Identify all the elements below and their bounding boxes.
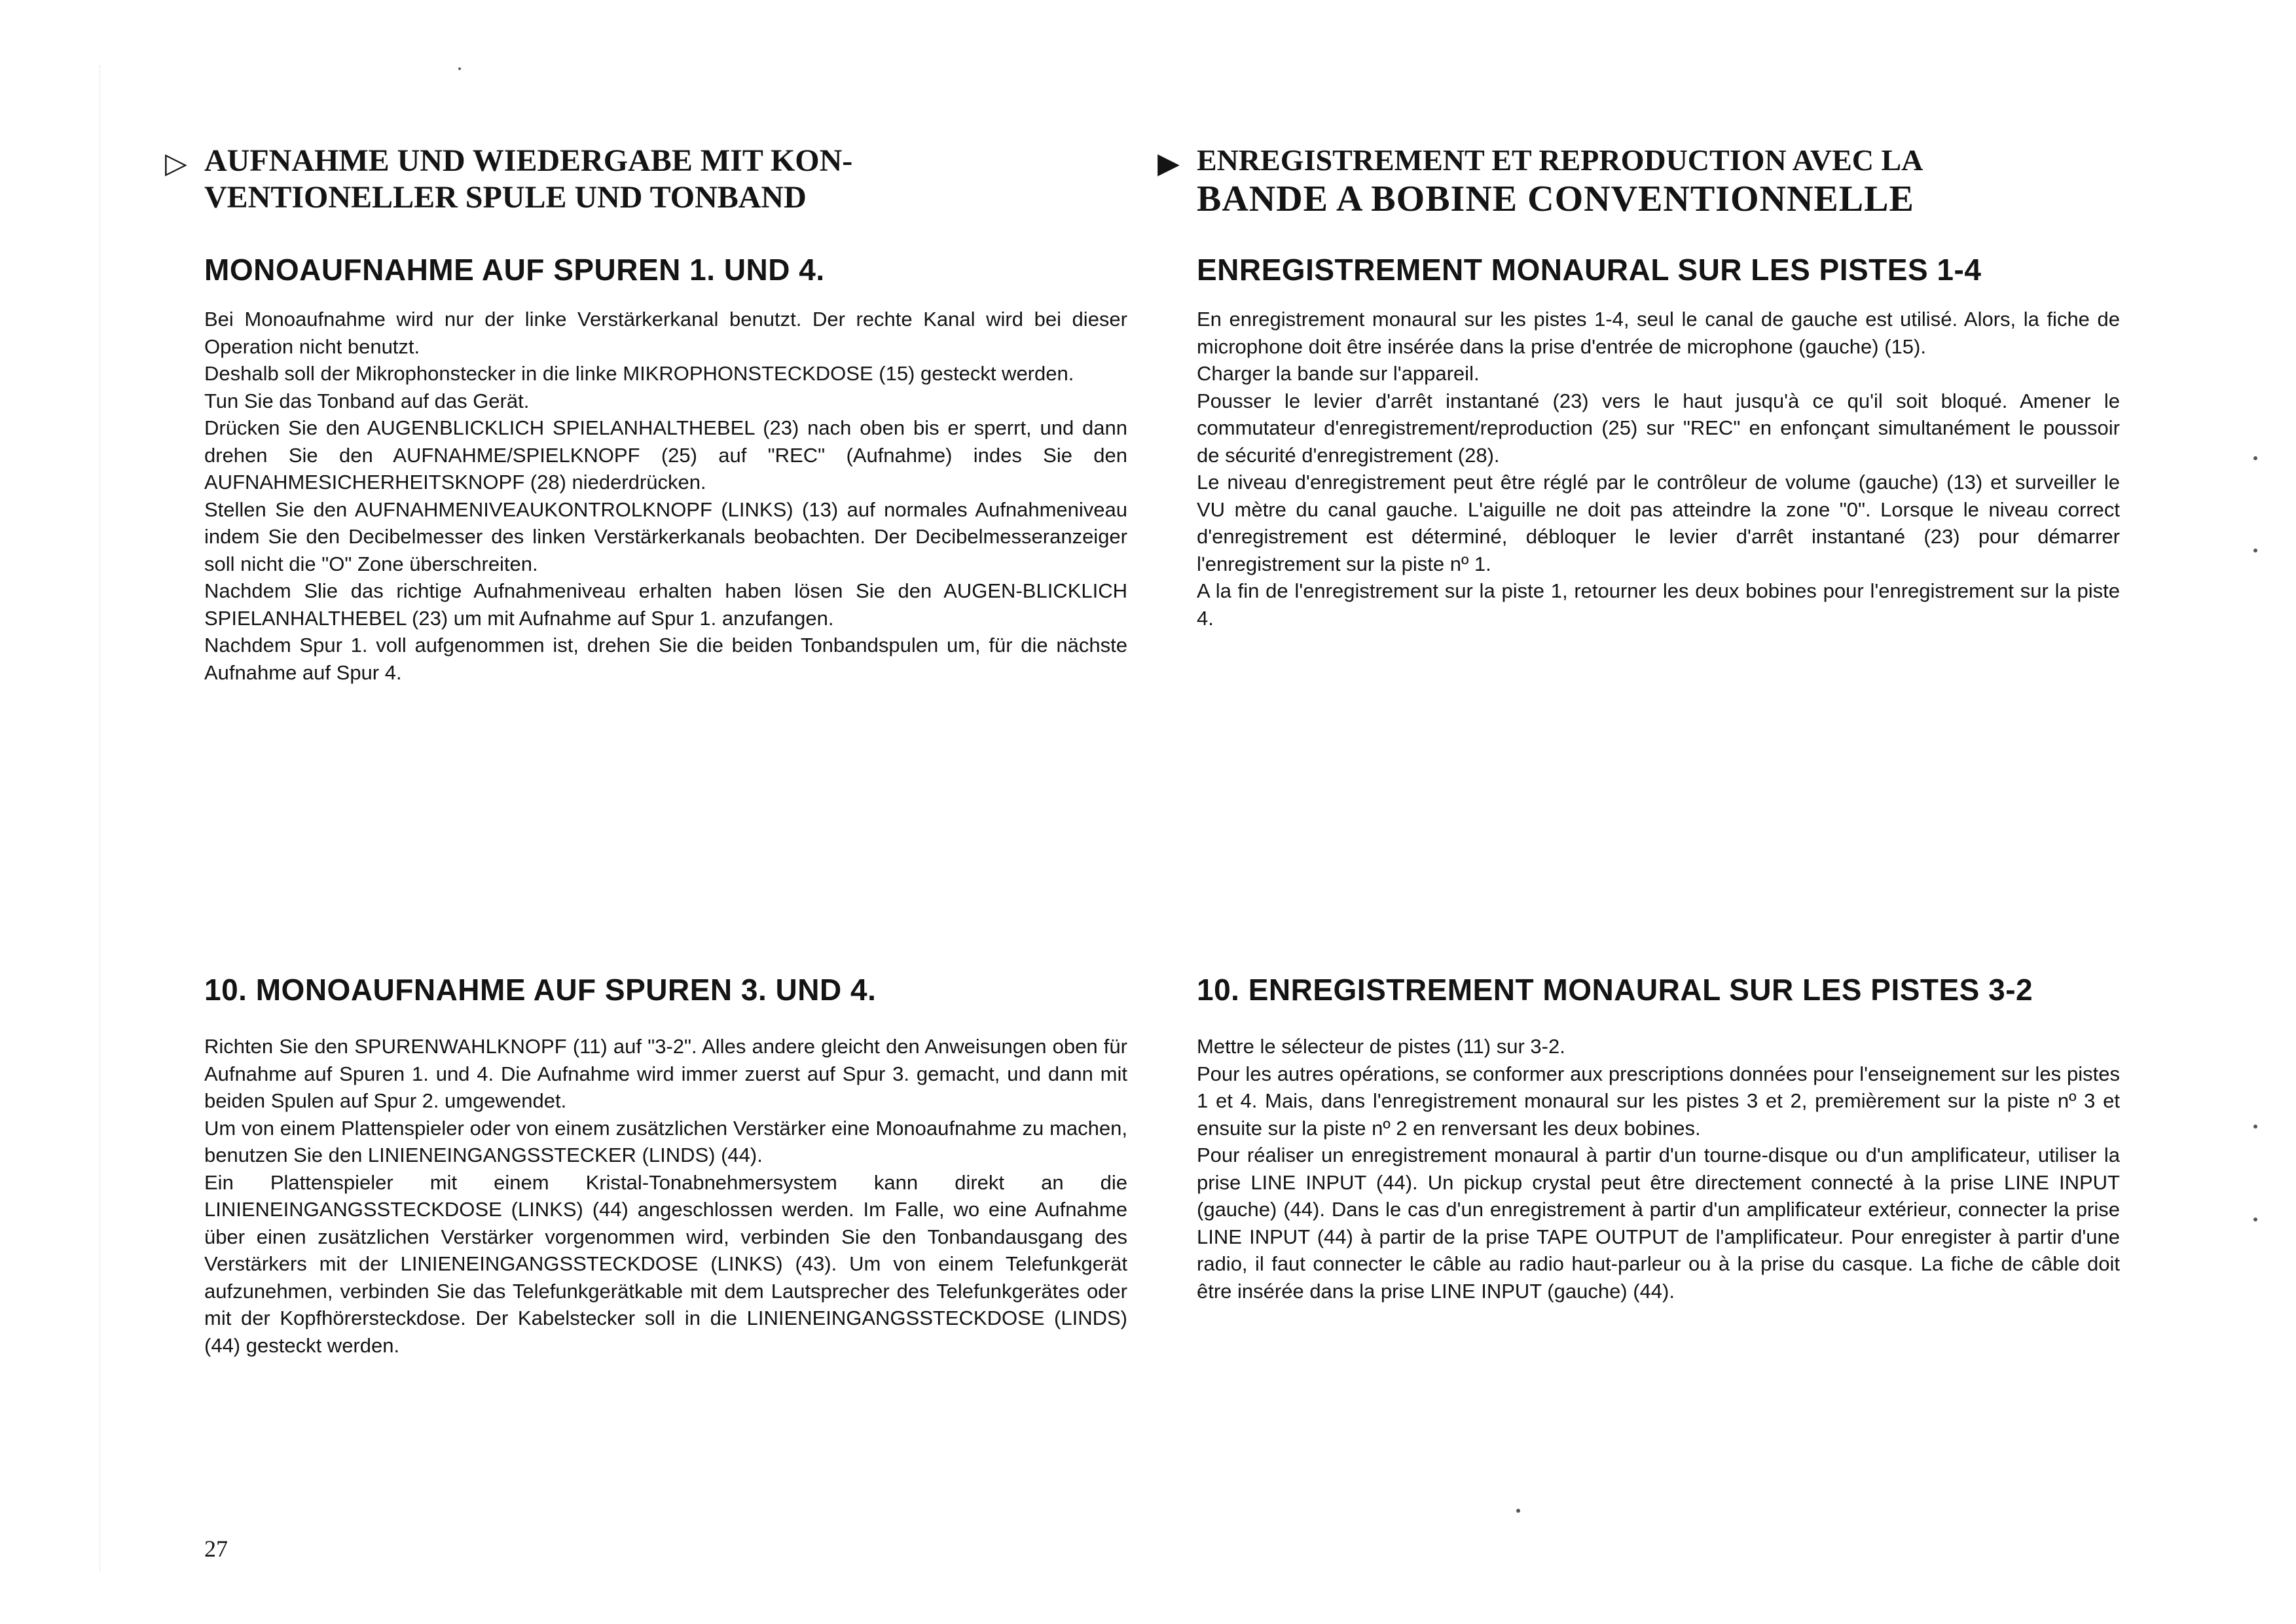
- scan-speck: [458, 67, 461, 70]
- scan-speck: [2253, 549, 2257, 552]
- french-section1-paragraph: En enregistrement monaural sur les pistes 1-4, seul le canal de gauche est utilisé. Alors, la fiche de microphone doit être insérée dans la prise d'entrée de microphone (gauche) (15).: [1197, 308, 2120, 358]
- french-chapter-marker-icon: ▶: [1157, 147, 1180, 180]
- french-section2-heading: 10. ENREGISTREMENT MONAURAL SUR LES PISTES 3-2: [1197, 973, 2033, 1007]
- german-section1-heading: MONOAUFNAHME AUF SPUREN 1. UND 4.: [204, 253, 825, 287]
- german-section1-paragraph: Nachdem Slie das richtige Aufnahmeniveau erhalten haben lösen Sie den AUGEN-BLICKLICH SPIELANHALTHEBEL (23) um mit Aufnahme auf Spur 1. anzufangen.: [204, 579, 1127, 630]
- german-section1-paragraph: Stellen Sie den AUFNAHMENIVEAUKONTROLKNOPF (LINKS) (13) auf normales Aufnahmeniveau indem Sie den Decibelmesser des linken Verstärkerkanals beobachten. Der Decibelmesseranzeiger soll nicht die "O" Zone überschreiten.: [204, 497, 1127, 575]
- french-section1-body: [1197, 306, 2120, 632]
- french-chapter-title: [1157, 143, 2120, 219]
- german-chapter-line-1: AUFNAHME UND WIEDERGABE MIT KON-: [204, 143, 853, 178]
- scan-speck: [1516, 1509, 1520, 1513]
- german-chapter-marker-icon: ▷: [165, 147, 187, 180]
- french-chapter-line-2: BANDE A BOBINE CONVENTIONNELLE: [1197, 179, 1914, 219]
- german-section1-paragraph: Nachdem Spur 1. voll aufgenommen ist, drehen Sie die beiden Tonbandspulen um, für die nächste Aufnahme auf Spur 4.: [204, 634, 1127, 684]
- german-chapter-line-2: VENTIONELLER SPULE UND TONBAND: [204, 180, 807, 215]
- french-section1-paragraph: A la fin de l'enregistrement sur la piste 1, retourner les deux bobines pour l'enregistrement sur la piste 4.: [1197, 579, 2120, 630]
- german-section2-heading: 10. MONOAUFNAHME AUF SPUREN 3. UND 4.: [204, 973, 877, 1007]
- scan-speck: [2253, 456, 2257, 460]
- french-section1-paragraph: Charger la bande sur l'appareil.: [1197, 362, 1480, 385]
- german-section2-body: [204, 1033, 1127, 1359]
- german-section2-paragraph: Richten Sie den SPURENWAHLKNOPF (11) auf "3-2". Alles andere gleicht den Anweisungen oben für Aufnahme auf Spuren 1. und 4. Die Aufnahme wird immer zuerst auf Spur 3. gemacht, und dann mit beiden Spulen auf Spur 2. umgewendet.: [204, 1035, 1127, 1112]
- scan-speck: [2253, 1218, 2257, 1221]
- page-number: 27: [204, 1536, 228, 1562]
- german-section1-paragraph: Tun Sie das Tonband auf das Gerät.: [204, 389, 530, 412]
- french-section1-heading: ENREGISTREMENT MONAURAL SUR LES PISTES 1-4: [1197, 253, 1982, 287]
- german-section2-paragraph: Ein Plattenspieler mit einem Kristal-Tonabnehmersystem kann direkt an die LINIENEINGANGSSTECKDOSE (LINKS) (44) angeschlossen werden. Im Falle, wo eine Aufnahme über einen zusätzlichen Verstärker vorgenommen wird, verbinden Sie den Tonbandausgang des Verstärkers mit der LINIENEINGANGSSTECKDOSE (LINKS) (43). Um von einem Telefunkgerät aufzunehmen, verbinden Sie das Telefunkgerätkable mit dem Lautsprecher des Telefunkgerätes oder mit der Kopfhörersteckdose. Der Kabelstecker soll in die LINIENEINGANGSSTECKDOSE (LINDS) (44) gesteckt werden.: [204, 1170, 1127, 1357]
- scan-speck: [2253, 1125, 2257, 1128]
- french-section1-paragraph: Pousser le levier d'arrêt instantané (23) vers le haut jusqu'à ce qu'il soit bloqué. Amener le commutateur d'enregistrement/reproduction (25) sur "REC" en enfonçant simultanément le poussoir de sécurité d'enregistrement (28).: [1197, 389, 2120, 467]
- french-chapter-line-1: ENREGISTREMENT ET REPRODUCTION AVEC LA: [1197, 143, 1923, 177]
- french-section2-paragraph: Pour les autres opérations, se conformer aux prescriptions données pour l'enseignement sur les pistes 1 et 4. Mais, dans l'enregistrement monaural sur les pistes 3 et 2, premièrement sur la piste nº 3 et ensuite sur la piste nº 2 en renversant les deux bobines.: [1197, 1062, 2120, 1140]
- french-section2-body: [1197, 1033, 2120, 1305]
- german-section1-body: [204, 306, 1127, 686]
- german-section1-paragraph: Deshalb soll der Mikrophonstecker in die linke MIKROPHONSTECKDOSE (15) gesteckt werden.: [204, 362, 1074, 385]
- german-section2-paragraph: Um von einem Plattenspieler oder von einem zusätzlichen Verstärker eine Monoaufnahme zu machen, benutzen Sie den LINIENEINGANGSSTECKER (LINDS) (44).: [204, 1116, 1127, 1166]
- german-column-top: [165, 143, 1127, 684]
- french-section2-paragraph: Pour réaliser un enregistrement monaural à partir d'un tourne-disque ou d'un amplificateur, utiliser la prise LINE INPUT (44). Un pickup crystal peut être directement connecté à la prise LINE INPUT (gauche) (44). Dans le cas d'un enregistrement à partir d'un amplificateur extérieur, connecter la prise LINE INPUT (44) à partir de la prise TAPE OUTPUT de l'amplificateur. Pour enregister à partir d'une radio, il faut connecter le câble au radio haut-parleur ou à la prise du casque. La fiche de câble doit être insérée dans la prise LINE INPUT (gauche) (44).: [1197, 1144, 2120, 1303]
- french-column-top: [1157, 143, 2120, 630]
- german-chapter-title: [165, 143, 1127, 215]
- german-section1-paragraph: Drücken Sie den AUGENBLICKLICH SPIELANHALTHEBEL (23) nach oben bis er sperrt, und dann drehen Sie den AUFNAHME/SPIELKNOPF (25) auf "REC" (Aufnahme) indes Sie den AUFNAHMESICHERHEITSKNOPF (28) niederdrücken.: [204, 416, 1127, 494]
- french-section2-paragraph: Mettre le sélecteur de pistes (11) sur 3-2.: [1197, 1035, 1565, 1058]
- german-section1-paragraph: Bei Monoaufnahme wird nur der linke Verstärkerkanal benutzt. Der rechte Kanal wird bei dieser Operation nicht benutzt.: [204, 308, 1127, 358]
- french-section1-paragraph: Le niveau d'enregistrement peut être réglé par le contrôleur de volume (gauche) (13) et surveiller le VU mètre du canal gauche. L'aiguille ne doit pas atteindre la zone "0". Lorsque le niveau correct d'enregistrement est déterminé, débloquer le levier d'arrêt instantané (23) pour démarrer l'enregistrement sur la piste nº 1.: [1197, 471, 2120, 575]
